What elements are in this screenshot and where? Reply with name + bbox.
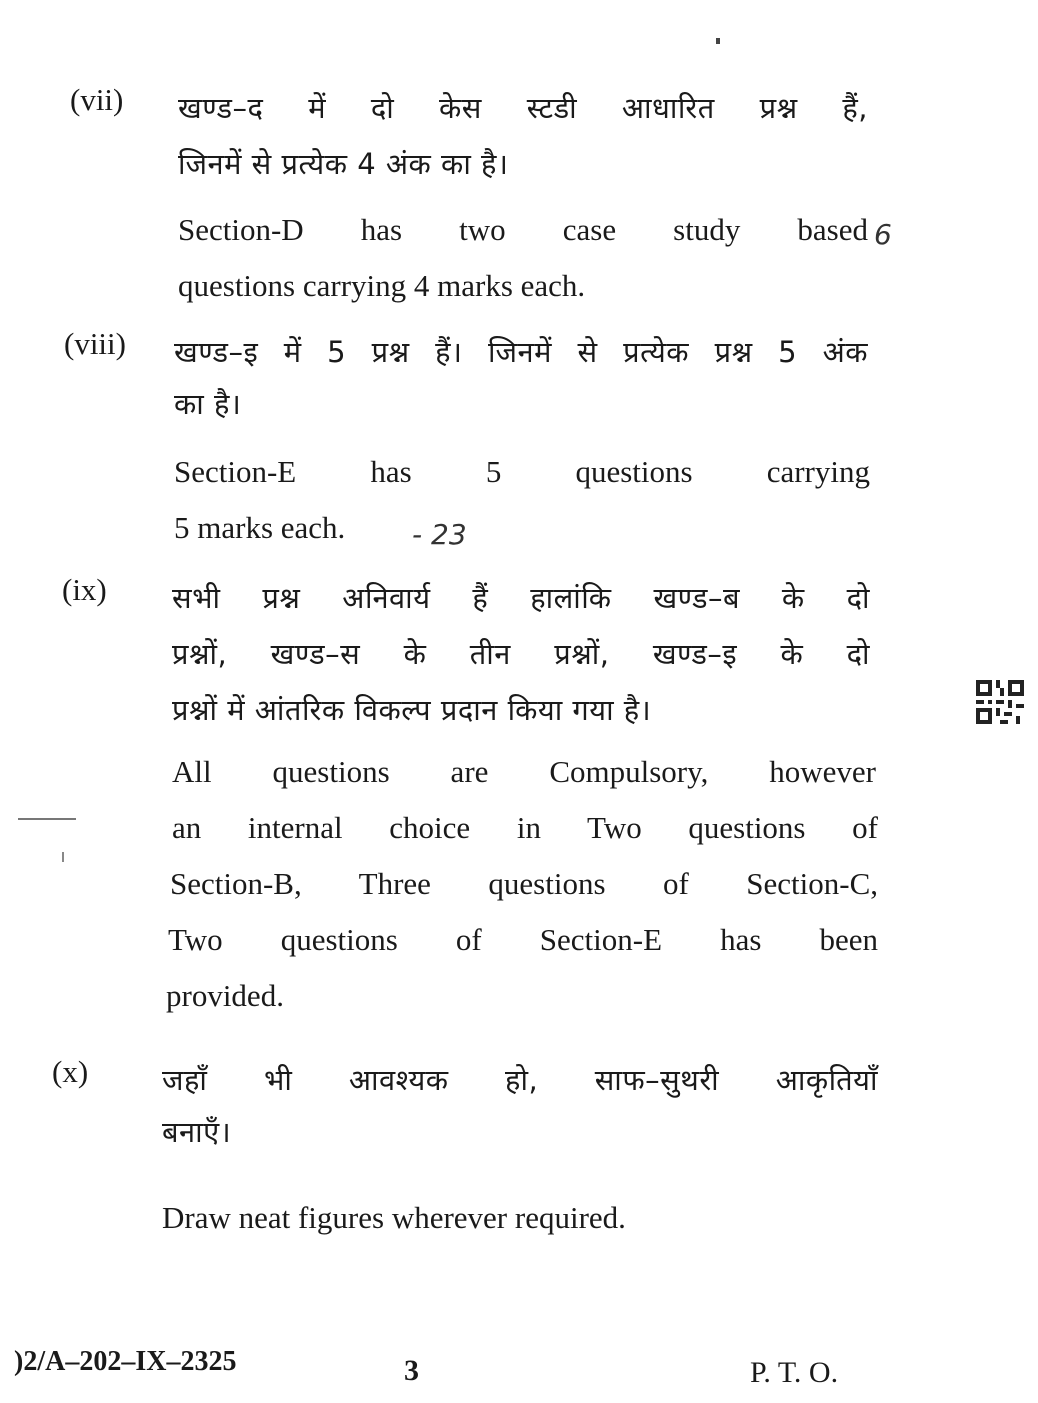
handwritten-note-vii: 6 xyxy=(874,218,892,251)
item-number-viii: (viii) xyxy=(64,326,126,361)
item-x-english-line-1: Draw neat figures wherever required. xyxy=(162,1200,626,1235)
item-number-x: (x) xyxy=(52,1054,89,1089)
pto-label: P. T. O. xyxy=(750,1356,839,1389)
item-vii-hindi-line-1: खण्ड–द में दो केस स्टडी आधारित प्रश्न हैं, xyxy=(178,91,868,125)
item-ix-english-line-3: Section-B, Three questions of Section-C, xyxy=(170,866,878,901)
margin-mark xyxy=(18,818,76,820)
item-vii-english-line-2: questions carrying 4 marks each. xyxy=(178,268,586,303)
item-ix-english-line-5: provided. xyxy=(166,978,284,1013)
paper-code: )2/A–202–IX–2325 xyxy=(14,1346,237,1377)
handwritten-note-viii: - 23 xyxy=(412,518,467,551)
item-x-hindi-line-1: जहाँ भी आवश्यक हो, साफ–सुथरी आकृतियाँ xyxy=(162,1063,878,1097)
item-x-hindi-line-2: बनाएँ। xyxy=(162,1115,232,1149)
page-number: 3 xyxy=(404,1354,419,1387)
item-ix-english-line-4: Two questions of Section-E has been xyxy=(168,922,878,957)
item-ix-hindi-line-2: प्रश्नों, खण्ड–स के तीन प्रश्नों, खण्ड–इ के दो xyxy=(172,637,870,671)
item-viii-english-line-2: 5 marks each. xyxy=(174,510,346,545)
item-ix-hindi-line-1: सभी प्रश्न अनिवार्य हैं हालांकि खण्ड–ब के दो xyxy=(172,581,870,615)
item-vii-hindi-line-2: जिनमें से प्रत्येक 4 अंक का है। xyxy=(178,147,509,181)
scan-speck xyxy=(716,38,720,44)
item-number-vii: (vii) xyxy=(70,82,124,117)
item-ix-english-line-1: All questions are Compulsory, however xyxy=(172,754,876,789)
item-ix-hindi-line-3: प्रश्नों में आंतरिक विकल्प प्रदान किया गया है। xyxy=(172,693,652,727)
item-number-ix: (ix) xyxy=(62,572,107,607)
item-ix-english-line-2: an internal choice in Two questions of xyxy=(172,810,878,845)
item-viii-english-line-1: Section-E has 5 questions carrying xyxy=(174,454,870,489)
item-viii-hindi-line-2: का है। xyxy=(174,387,242,421)
item-viii-hindi-line-1: खण्ड–इ में 5 प्रश्न हैं। जिनमें से प्रत्येक प्रश्न 5 अंक xyxy=(174,335,868,369)
margin-mark xyxy=(62,852,64,862)
item-vii-english-line-1: Section-D has two case study based xyxy=(178,212,868,247)
qr-code-icon xyxy=(976,680,1024,724)
